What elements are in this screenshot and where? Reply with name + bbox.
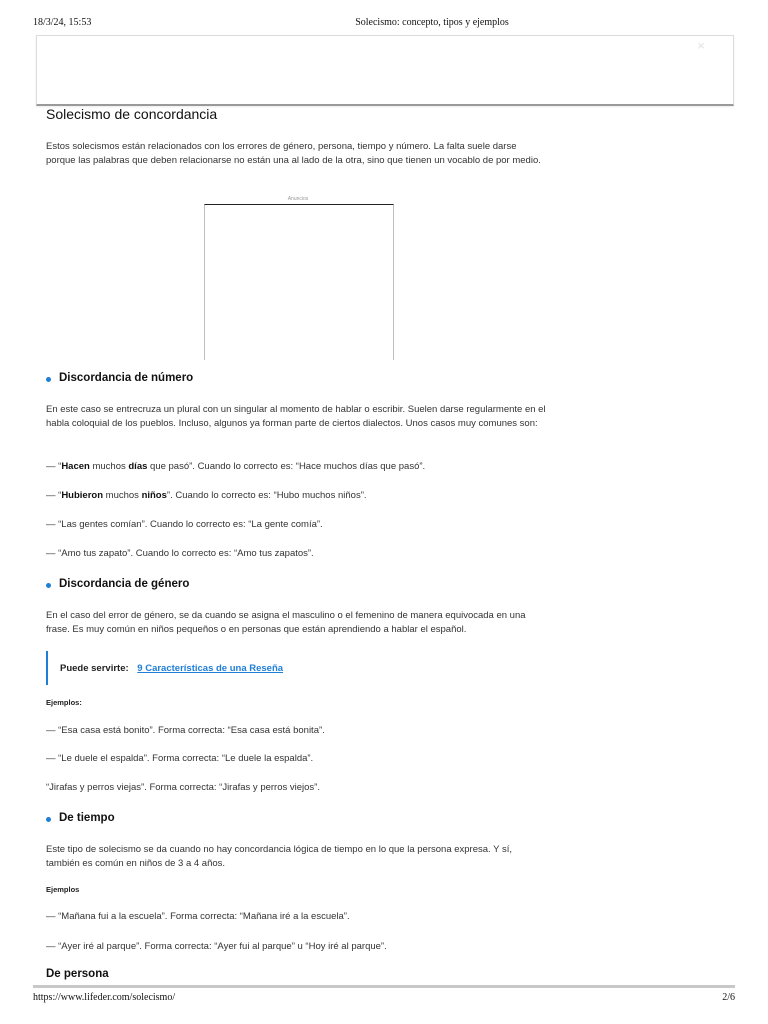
print-header xyxy=(0,17,768,31)
tiempo-example-2: — “Ayer iré al parque”. Forma correcta: “Ayer fui al parque” u “Hoy iré al parque”. xyxy=(46,941,387,952)
heading-genero-text: Discordancia de género xyxy=(59,578,190,590)
numero-example-3: — “Las gentes comían”. Cuando lo correcto es: “La gente comía”. xyxy=(46,519,323,530)
print-url: https://www.lifeder.com/solecismo/ xyxy=(33,992,176,1003)
callout-lead: Puede servirte: xyxy=(60,663,129,674)
bullet-icon xyxy=(46,817,51,822)
numero-example-2: — “Hubieron muchos niños”. Cuando lo correcto es: “Hubo muchos niños”. xyxy=(46,490,367,501)
tiempo-example-1: — “Mañana fui a la escuela”. Forma correcta: “Mañana iré a la escuela”. xyxy=(46,911,350,922)
heading-numero-text: Discordancia de número xyxy=(59,372,194,384)
print-datetime: 18/3/24, 15:53 xyxy=(33,17,92,28)
section-title: Solecismo de concordancia xyxy=(46,106,218,122)
bullet-icon xyxy=(46,583,51,588)
footer-divider xyxy=(33,985,735,988)
bullet-icon xyxy=(46,377,51,382)
related-callout xyxy=(60,663,283,674)
section-intro: Estos solecismos están relacionados con los errores de género, persona, tiempo y número. La falta suele darse porque las palabras que deben relacionarse no están una al lado de la otra, sino que tienen un vocablo de por medio. xyxy=(46,141,541,166)
numero-text: En este caso se entrecruza un plural con un singular al momento de hablar o escribir. Suelen darse regularmente en el habla coloquial de los pueblos. Incluso, algunos ya forman parte de ciertos dialectos. Unos casos muy comunes son: xyxy=(46,404,546,429)
print-page-number: 2/6 xyxy=(722,992,735,1003)
genero-text: En el caso del error de género, se da cuando se asigna el masculino o el femenino de manera equivocada en una frase. Es muy común en niños pequeños o en personas que están aprendiendo a hablar el español. xyxy=(46,610,526,635)
print-footer xyxy=(0,992,768,1006)
print-document-title: Solecismo: concepto, tipos y ejemplos xyxy=(355,17,509,28)
heading-persona: De persona xyxy=(46,968,109,980)
genero-example-2: — “Le duele el espalda”. Forma correcta: “Le duele la espalda”. xyxy=(46,753,314,764)
ad-banner xyxy=(36,35,734,106)
genero-examples-label: Ejemplos: xyxy=(46,698,82,707)
related-article-link[interactable]: 9 Características de una Reseña xyxy=(137,663,284,674)
numero-example-4: — “Amo tus zapato”. Cuando lo correcto es: “Amo tus zapatos”. xyxy=(46,548,314,559)
ad-placeholder xyxy=(204,204,394,360)
tiempo-examples-label: Ejemplos xyxy=(46,885,80,894)
numero-example-1: — “Hacen muchos días que pasó”. Cuando lo correcto es: “Hace muchos días que pasó”. xyxy=(46,461,426,472)
genero-example-3: “Jirafas y perros viejas”. Forma correcta: “Jirafas y perros viejos”. xyxy=(46,782,320,793)
genero-example-1: — “Esa casa está bonito”. Forma correcta: “Esa casa está bonita”. xyxy=(46,725,325,736)
heading-tiempo-text: De tiempo xyxy=(59,812,115,824)
close-icon[interactable]: × xyxy=(697,38,705,53)
ad-label: Anuncios xyxy=(287,196,309,202)
tiempo-text: Este tipo de solecismo se da cuando no hay concordancia lógica de tiempo en lo que la persona expresa. Y sí, también es común en niños de 3 a 4 años. xyxy=(46,844,512,869)
callout-accent-bar xyxy=(46,651,48,685)
